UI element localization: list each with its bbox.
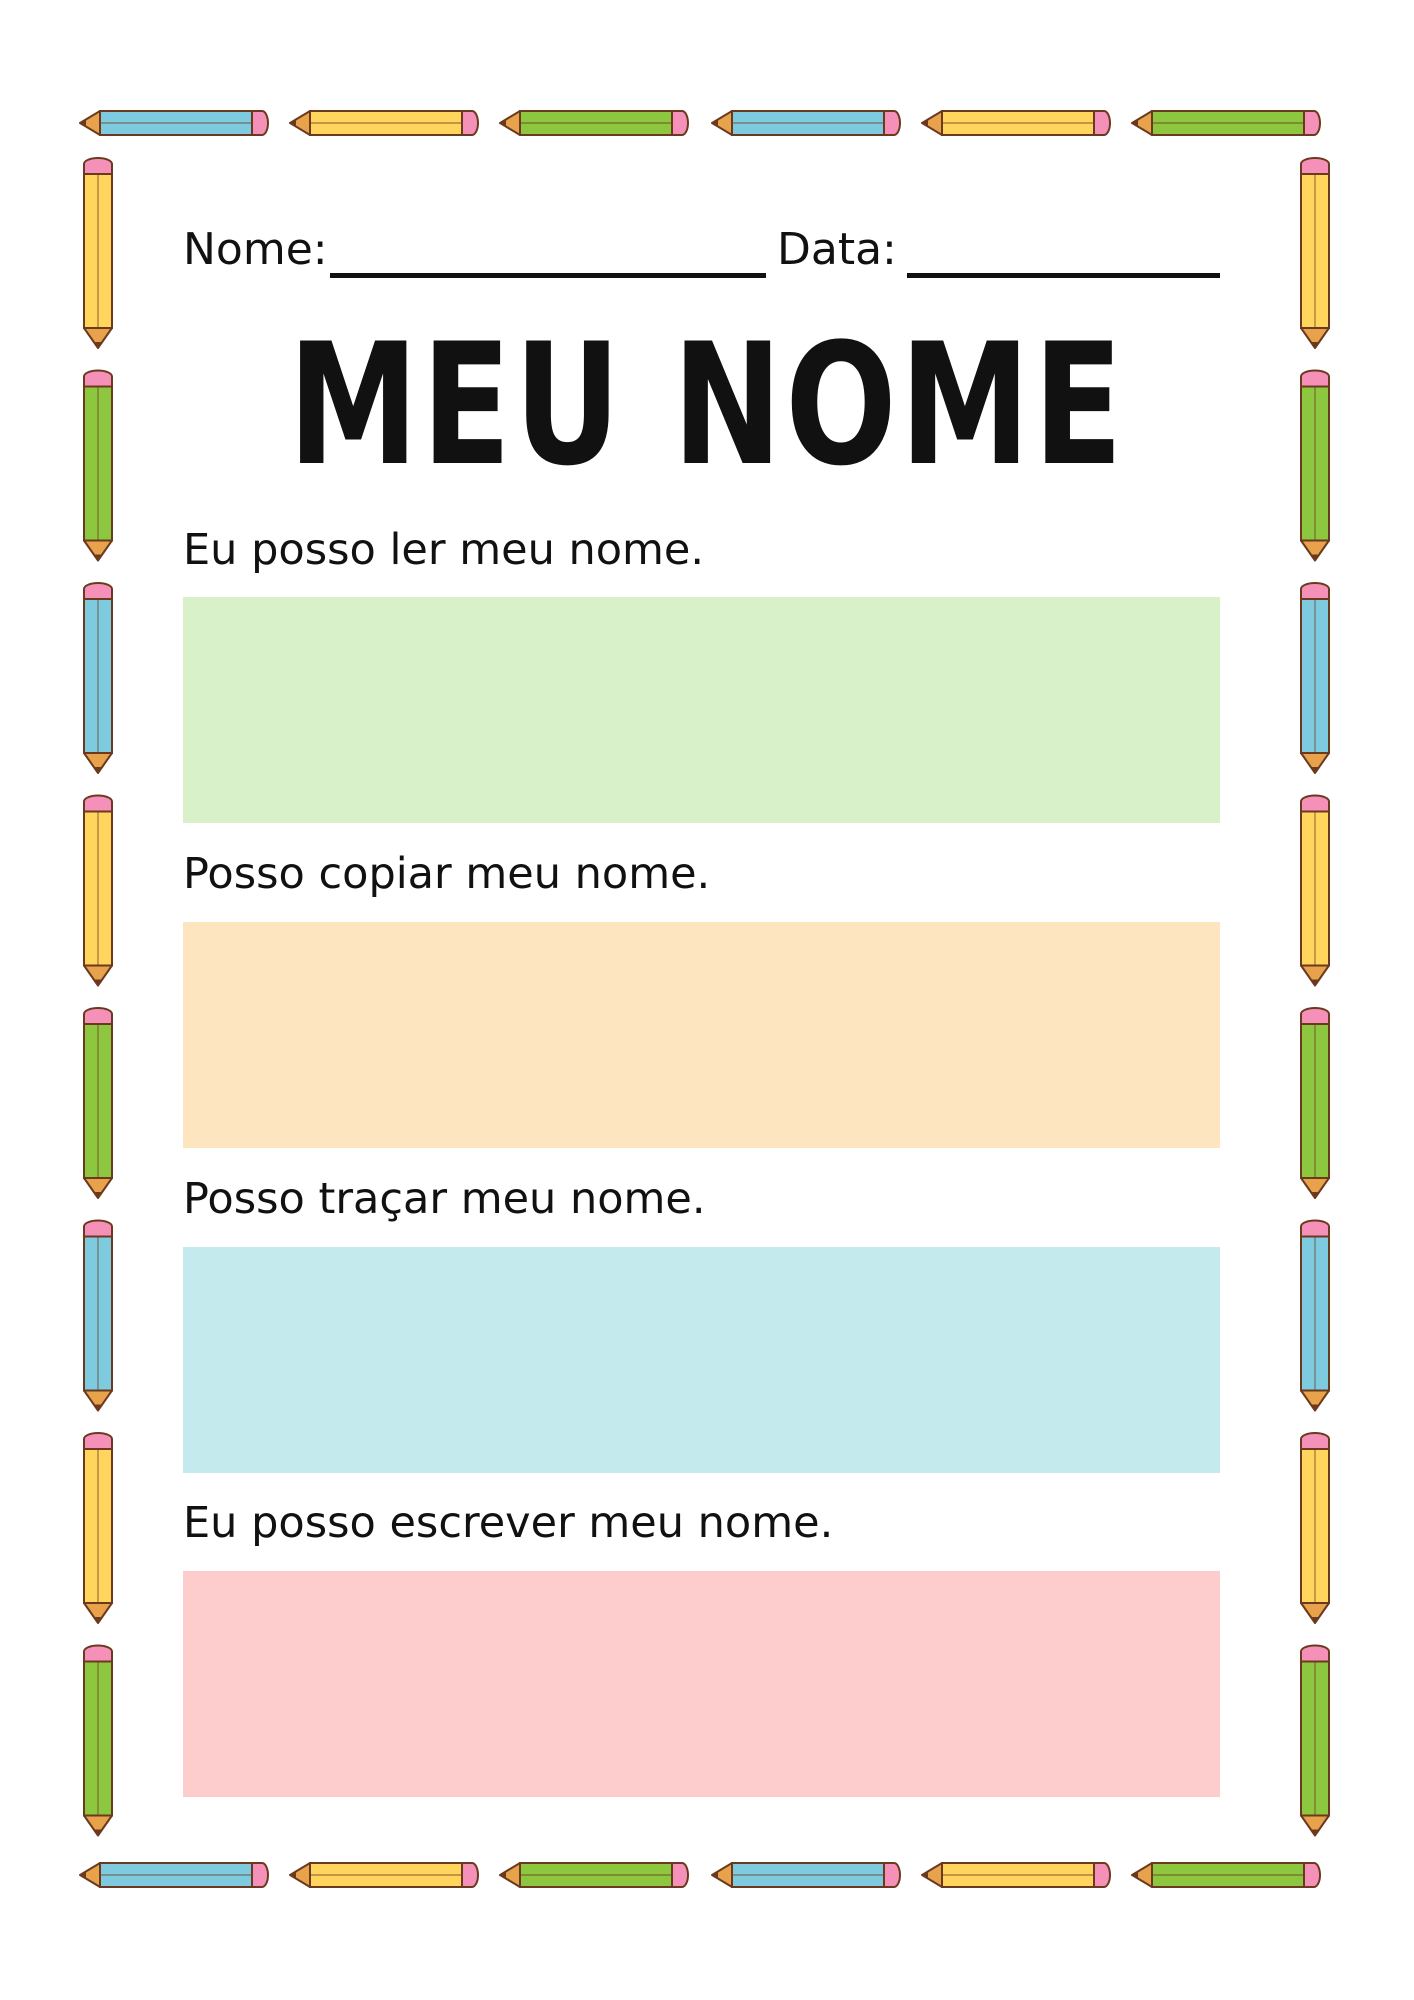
prompt-copy-name: Posso copiar meu nome. <box>183 849 711 899</box>
pencil-left-3 <box>84 583 112 773</box>
date-label: Data: <box>777 224 897 275</box>
pencil-top-5 <box>922 111 1110 135</box>
pencil-top-6 <box>1132 111 1320 135</box>
pencil-left-5 <box>84 1008 112 1198</box>
pencil-right-2 <box>1301 371 1329 561</box>
name-write-line[interactable] <box>330 273 766 278</box>
pencil-right-5 <box>1301 1008 1329 1198</box>
pencil-left-7 <box>84 1433 112 1623</box>
pencil-left-1 <box>84 158 112 348</box>
pencil-bottom-5 <box>922 1863 1110 1887</box>
pencil-right-8 <box>1301 1646 1329 1836</box>
trace-name-box[interactable] <box>183 1247 1220 1473</box>
pencil-bottom-1 <box>80 1863 268 1887</box>
pencil-top-2 <box>290 111 478 135</box>
pencil-right-7 <box>1301 1433 1329 1623</box>
date-write-line[interactable] <box>907 273 1220 278</box>
pencil-left-6 <box>84 1221 112 1411</box>
prompt-trace-name: Posso traçar meu nome. <box>183 1174 706 1224</box>
page-title: MEU NOME <box>288 307 1126 503</box>
pencil-left-2 <box>84 371 112 561</box>
pencil-left-4 <box>84 796 112 986</box>
pencil-right-6 <box>1301 1221 1329 1411</box>
prompt-read-name: Eu posso ler meu nome. <box>183 525 705 575</box>
pencil-top-3 <box>500 111 688 135</box>
pencil-top-4 <box>712 111 900 135</box>
write-name-box[interactable] <box>183 1571 1220 1797</box>
pencil-right-4 <box>1301 796 1329 986</box>
pencil-left-8 <box>84 1646 112 1836</box>
prompt-write-name: Eu posso escrever meu nome. <box>183 1498 834 1548</box>
pencil-bottom-2 <box>290 1863 478 1887</box>
name-label: Nome: <box>183 224 328 275</box>
pencil-bottom-6 <box>1132 1863 1320 1887</box>
pencil-top-1 <box>80 111 268 135</box>
pencil-bottom-3 <box>500 1863 688 1887</box>
pencil-right-1 <box>1301 158 1329 348</box>
read-name-box[interactable] <box>183 597 1220 823</box>
pencil-bottom-4 <box>712 1863 900 1887</box>
pencil-right-3 <box>1301 583 1329 773</box>
copy-name-box[interactable] <box>183 922 1220 1148</box>
